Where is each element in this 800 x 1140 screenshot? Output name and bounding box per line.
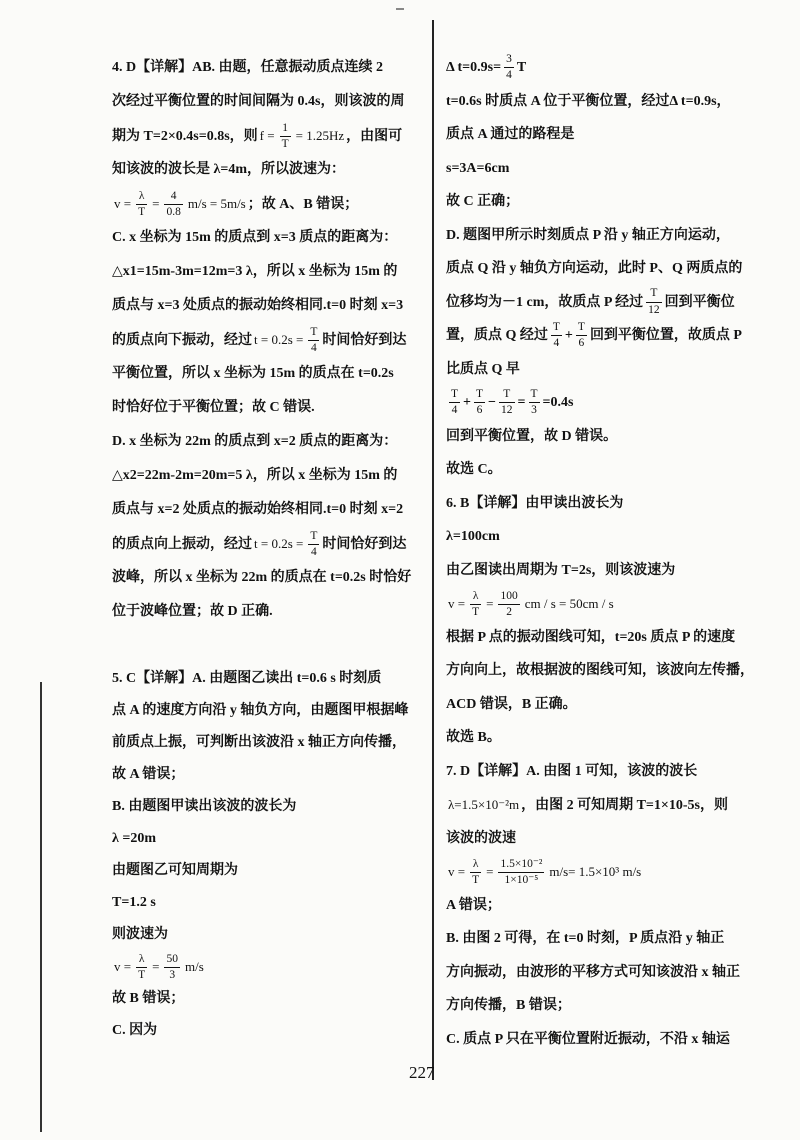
text-line — [446, 822, 792, 856]
text-line — [446, 520, 792, 554]
text-run: 5. C【详解】A. 由题图乙读出 t=0.6 s 时刻质 — [112, 671, 382, 686]
text-line — [446, 587, 792, 621]
fraction — [576, 322, 587, 350]
text-run: C. x 坐标为 15m 的质点到 x=3 质点的距离为： — [112, 230, 398, 245]
text-run: B. 由图 2 可得，在 t=0 时刻，P 质点沿 y 轴正 — [446, 931, 725, 946]
text-run: 则波速为 — [112, 927, 168, 942]
text-run: 质点 A 通过的路程是 — [446, 127, 575, 142]
text-run: 质点与 x=3 处质点的振动始终相同.t=0 时刻 x=3 — [112, 298, 404, 313]
text-line — [446, 386, 792, 420]
fraction-denominator: T — [281, 138, 289, 151]
text-line — [112, 759, 428, 791]
text-run: ，由图 2 可知周期 T=1×10-5s，则 — [521, 798, 728, 813]
text-line — [446, 889, 792, 923]
fraction-denominator: 12 — [501, 404, 513, 417]
text-line — [112, 425, 428, 459]
text-run: 时间恰好到达 — [322, 537, 407, 552]
text-line — [112, 1015, 428, 1047]
text-line — [112, 663, 428, 695]
text-run: 方向传播，B 错误； — [446, 998, 571, 1013]
fraction-numerator: λ — [136, 954, 147, 969]
math-text: m/s — [184, 959, 204, 974]
text-line — [112, 85, 428, 119]
fraction-numerator: T — [529, 389, 540, 404]
fraction — [504, 54, 514, 82]
text-run: 6. B【详解】由甲读出波长为 — [446, 495, 624, 511]
fraction-numerator: T — [499, 389, 515, 404]
fraction-numerator: T — [576, 322, 587, 337]
fraction-numerator: T — [308, 531, 319, 546]
text-run: C. 质点 P 只在平衡位置附近振动，不沿 x 轴运 — [446, 1031, 730, 1047]
text-run: T=1.2 s — [112, 895, 156, 910]
text-run: T — [516, 60, 527, 75]
text-run: 故 C 正确； — [446, 194, 520, 209]
text-run: 方向向上，故根据波的图线可知，该波向左传播， — [446, 663, 754, 678]
text-line — [112, 255, 428, 289]
text-run: − — [488, 395, 497, 410]
text-run: 平衡位置，所以 x 坐标为 15m 的质点在 t=0.2s — [112, 366, 394, 381]
text-run: 时间恰好到达 — [322, 333, 407, 348]
math-text: m/s= 1.5×10³ m/s — [549, 864, 642, 879]
text-run: 时恰好位于平衡位置；故 C 错误. — [112, 400, 315, 415]
fraction-numerator: 3 — [504, 54, 514, 69]
math-text: v = — [114, 196, 132, 211]
text-line — [112, 983, 428, 1015]
math-text: v = — [448, 864, 466, 879]
right-column — [446, 51, 792, 1056]
fraction-numerator: λ — [470, 591, 481, 606]
text-run: 该波的波速 — [446, 830, 516, 846]
left-column-lower — [112, 663, 428, 1047]
text-run: =0.4s — [542, 395, 574, 410]
left-column-upper — [112, 51, 428, 629]
text-line — [446, 554, 792, 588]
text-run: △x2=22m-2m=20m=5 λ，所以 x 坐标为 15m 的 — [112, 468, 398, 483]
text-line — [112, 887, 428, 919]
fraction — [529, 389, 540, 417]
text-run: C. 因为 — [112, 1023, 158, 1038]
text-run: 置，质点 Q 经过 — [446, 328, 548, 343]
math-text: = — [486, 596, 494, 611]
text-line — [112, 221, 428, 255]
text-run: ，由图可 — [346, 129, 403, 144]
text-run: 由乙图读出周期为 T=2s，则该波速为 — [446, 562, 676, 578]
text-line — [446, 487, 792, 521]
text-line — [112, 595, 428, 629]
fraction-numerator: T — [308, 327, 319, 342]
text-line — [446, 621, 792, 655]
fraction-numerator: 100 — [498, 591, 519, 606]
page-number: 227 — [409, 1063, 435, 1082]
fraction-denominator: 6 — [476, 404, 483, 417]
fraction — [470, 591, 481, 619]
text-line — [446, 688, 792, 722]
text-run: t=0.6s 时质点 A 位于平衡位置，经过Δ t=0.9s， — [446, 93, 731, 109]
fraction-numerator: λ — [136, 191, 147, 206]
fraction-denominator: 0.8 — [166, 206, 181, 219]
fraction-denominator: T — [472, 606, 480, 619]
fraction-denominator: T — [472, 874, 480, 887]
text-line — [446, 1023, 792, 1057]
fraction-denominator: 4 — [451, 404, 458, 417]
text-line — [446, 922, 792, 956]
text-run: Δ t=0.9s= — [446, 60, 502, 75]
fraction — [164, 191, 182, 219]
text-run: ACD 错误，B 正确。 — [446, 696, 577, 712]
fraction — [136, 191, 147, 219]
math-text: v = — [114, 959, 132, 974]
fraction-denominator: 12 — [648, 303, 660, 316]
text-line — [446, 654, 792, 688]
text-line — [446, 420, 792, 454]
text-run: λ=100cm — [446, 529, 500, 544]
fraction-numerator: 50 — [164, 954, 180, 969]
text-line — [446, 353, 792, 387]
fraction — [164, 954, 180, 982]
fraction-denominator: 4 — [310, 342, 317, 355]
text-line — [112, 187, 428, 221]
margin-line — [40, 682, 42, 1132]
math-text: t = 0.2s = — [254, 536, 304, 551]
text-line — [112, 919, 428, 951]
text-line — [446, 51, 792, 85]
fraction-numerator: T — [646, 288, 662, 303]
text-run: + — [463, 395, 472, 410]
text-run: 期为 T=2×0.4s=0.8s，则 — [112, 129, 258, 144]
math-text: m/s = 5m/s — [187, 196, 246, 211]
text-run: 前质点上振，可判断出该波沿 x 轴正方向传播， — [112, 735, 406, 750]
text-run: 的质点向上振动，经过 — [112, 537, 252, 552]
math-text: = 1.25Hz — [295, 128, 345, 143]
fraction-numerator: T — [551, 322, 562, 337]
math-text: = — [152, 196, 160, 211]
text-run: 质点与 x=2 处质点的振动始终相同.t=0 时刻 x=2 — [112, 502, 404, 517]
fraction-denominator: 1×10⁻⁵ — [504, 874, 539, 887]
fraction-denominator: 3 — [531, 404, 537, 417]
text-line — [112, 855, 428, 887]
math-text: t = 0.2s = — [254, 332, 304, 347]
fraction — [308, 531, 319, 559]
text-line — [112, 695, 428, 727]
text-line — [446, 989, 792, 1023]
text-line — [112, 391, 428, 425]
text-run: 故选 C。 — [446, 462, 502, 477]
math-text: λ=1.5×10⁻²m — [448, 797, 520, 812]
text-line — [446, 453, 792, 487]
text-line — [446, 755, 792, 789]
text-run: 根据 P 点的振动图线可知，t=20s 质点 P 的速度 — [446, 629, 736, 645]
text-line — [112, 493, 428, 527]
fraction-numerator: 1.5×10⁻² — [498, 859, 544, 874]
fraction-denominator: 6 — [578, 337, 585, 350]
text-line — [112, 951, 428, 983]
fraction — [646, 288, 662, 316]
text-run: 回到平衡位 — [664, 294, 735, 310]
fraction-denominator: T — [138, 206, 146, 219]
text-line — [112, 727, 428, 759]
text-run: 知该波的波长是 λ=4m，所以波速为： — [112, 162, 346, 177]
text-line — [446, 286, 792, 320]
text-line — [446, 85, 792, 119]
text-line — [112, 357, 428, 391]
text-run: 4. D【详解】AB. 由题，任意振动质点连续 2 — [112, 60, 384, 75]
fraction — [499, 389, 515, 417]
fraction-denominator: 3 — [169, 969, 176, 982]
fraction-denominator: 4 — [553, 337, 560, 350]
text-run: 故选 B。 — [446, 730, 501, 745]
fraction — [498, 591, 519, 619]
fraction-denominator: 4 — [310, 546, 317, 559]
text-run: s=3A=6cm — [446, 160, 510, 176]
text-line — [112, 153, 428, 187]
text-run: B. 由题图甲读出该波的波长为 — [112, 799, 297, 814]
text-line — [112, 791, 428, 823]
text-run: 由题图乙可知周期为 — [112, 863, 238, 878]
fraction — [136, 954, 147, 982]
text-run: = — [517, 395, 526, 410]
fraction-numerator: T — [449, 389, 460, 404]
fraction — [449, 389, 460, 417]
text-line — [446, 185, 792, 219]
fraction — [551, 322, 562, 350]
text-run: λ =20m — [112, 831, 157, 846]
text-run: 点 A 的速度方向沿 y 轴负方向，由题图甲根据峰 — [112, 703, 409, 718]
text-line — [112, 459, 428, 493]
fraction-numerator: 4 — [164, 191, 182, 206]
text-run: ；故 A、B 错误； — [247, 197, 359, 212]
fraction-numerator: 1 — [280, 123, 291, 138]
fraction-denominator: 4 — [506, 69, 512, 82]
text-line — [112, 119, 428, 153]
text-run: 质点 Q 沿 y 轴负方向运动，此时 P、Q 两质点的 — [446, 261, 743, 276]
text-line — [446, 118, 792, 152]
fraction — [280, 123, 291, 151]
text-run: D. 题图甲所示时刻质点 P 沿 y 轴正方向运动， — [446, 227, 730, 243]
text-run: 方向振动，由波形的平移方式可知该波沿 x 轴正 — [446, 964, 740, 980]
text-run: A 错误； — [446, 897, 501, 913]
text-line — [446, 319, 792, 353]
fraction-denominator: 2 — [506, 606, 512, 619]
text-run: D. x 坐标为 22m 的质点到 x=2 质点的距离为： — [112, 434, 398, 449]
text-run: 比质点 Q 早 — [446, 361, 520, 377]
text-run: △x1=15m-3m=12m=3 λ，所以 x 坐标为 15m 的 — [112, 264, 398, 279]
text-line — [446, 252, 792, 286]
text-run: 次经过平衡位置的时间间隔为 0.4s，则该波的周 — [112, 94, 405, 109]
text-line — [446, 152, 792, 186]
text-line — [446, 721, 792, 755]
text-line — [112, 527, 428, 561]
text-line — [112, 289, 428, 323]
text-run: 回到平衡位置，故质点 P — [589, 328, 742, 343]
fraction — [474, 389, 485, 417]
text-run: 位移均为－1 cm，故质点 P 经过 — [446, 294, 644, 310]
text-run: + — [564, 328, 573, 343]
text-run: 波峰，所以 x 坐标为 22m 的质点在 t=0.2s 时恰好 — [112, 570, 412, 585]
text-line — [446, 788, 792, 822]
text-run: 的质点向下振动，经过 — [112, 333, 252, 348]
text-run: 故 A 错误； — [112, 767, 185, 782]
text-line — [112, 323, 428, 357]
fraction — [308, 327, 319, 355]
math-text: = — [152, 959, 160, 974]
text-run: 回到平衡位置，故 D 错误。 — [446, 428, 618, 444]
scan-mark — [396, 8, 404, 10]
text-line — [446, 219, 792, 253]
text-line — [112, 51, 428, 85]
fraction-numerator: λ — [470, 859, 481, 874]
math-text: v = — [448, 596, 466, 611]
fraction-denominator: T — [138, 969, 146, 982]
text-line — [112, 823, 428, 855]
fraction — [498, 859, 544, 887]
text-run: 故 B 错误； — [112, 991, 185, 1006]
text-run: 7. D【详解】A. 由图 1 可知，该波的波长 — [446, 763, 698, 779]
text-line — [446, 855, 792, 889]
math-text: cm / s = 50cm / s — [524, 596, 614, 611]
fraction — [470, 859, 481, 887]
text-line — [446, 956, 792, 990]
fraction-numerator: T — [474, 389, 485, 404]
text-run: 位于波峰位置；故 D 正确. — [112, 604, 273, 619]
column-divider — [432, 20, 434, 1080]
math-text: f = — [259, 128, 275, 143]
math-text: = — [486, 864, 494, 879]
text-line — [112, 561, 428, 595]
